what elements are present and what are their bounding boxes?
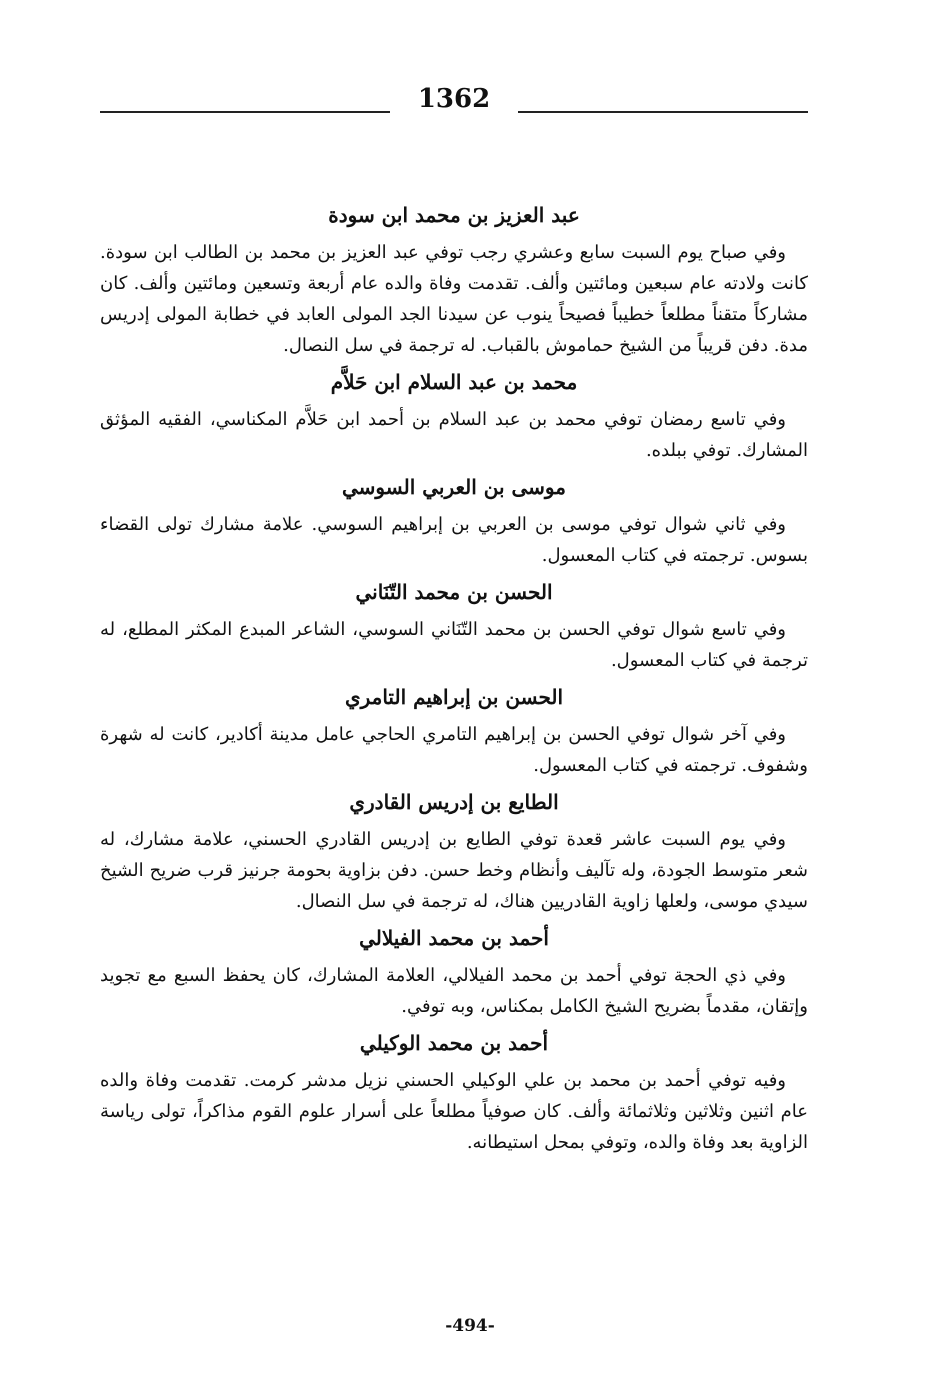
entry-title: الحسن بن إبراهيم التامري (344, 685, 564, 709)
entry-title: عبد العزيز بن محمد ابن سودة (328, 203, 580, 227)
entry-text: وفي تاسع شوال توفي الحسن بن محمد التّنَاني السوسي، الشاعر المبدع المكثر المطلع، له ترجمة في كتاب المعسول. (100, 619, 808, 671)
entry-title: موسى بن العربي السوسي (342, 475, 566, 499)
page-header (100, 84, 808, 124)
entry-text: وفي آخر شوال توفي الحسن بن إبراهيم التامري الحاجي عامل مدينة أكادير، كانت له شهرة وشفوف. ترجمته في كتاب المعسول. (100, 724, 808, 776)
entry (100, 577, 808, 676)
entry-title: أحمد بن محمد الوكيلي (359, 1031, 549, 1055)
entry-text: وفي صباح يوم السبت سابع وعشري رجب توفي عبد العزيز بن محمد بن الطالب ابن سودة. كانت ولادته عام سبعين ومائتين وألف. تقدمت وفاة والده عام أربعة وتسعين ومائتين وألف. كان مشاركاً متقناً مطلعاً خطيباً فصيحاً ينوب عن سيدنا الجد المولى العابد في خطابة المولى إدريس مدة. دفن قريباً من الشيخ حماموش بالقباب. له ترجمة في سل النصال. (100, 242, 808, 356)
entry-text: وفي يوم السبت عاشر قعدة توفي الطايع بن إدريس القادري الحسني، علامة مشارك، له شعر متوسط الجودة، وله تآليف وأنظام وخط حسن. دفن بزاوية بحومة جرنيز قرب ضريح الشيخ سيدي موسى، ولعلها زاوية القادريين هناك، له ترجمة في سل النصال. (100, 829, 808, 912)
entry-title: الطايع بن إدريس القادري (349, 790, 559, 814)
header-year: 1362 (417, 84, 491, 114)
entry-text: وفي ذي الحجة توفي أحمد بن محمد الفيلالي، العلامة المشارك، كان يحفظ السبع مع تجويد وإتقان، مقدماً بضريح الشيخ الكامل بمكناس، وبه توفي. (100, 965, 808, 1017)
entry (100, 682, 808, 781)
entry (100, 923, 808, 1022)
entry (100, 1028, 808, 1158)
entry-title: محمد بن عبد السلام ابن حَلاَّم (330, 370, 578, 394)
entry-title: أحمد بن محمد الفيلالي (359, 926, 549, 950)
entry (100, 367, 808, 466)
entry (100, 200, 808, 361)
page-number: -494- (445, 1316, 495, 1336)
entry (100, 787, 808, 917)
header-rule-right (518, 111, 808, 113)
page-content (100, 200, 808, 1164)
entry-text: وفي ثاني شوال توفي موسى بن العربي بن إبراهيم السوسي. علامة مشارك تولى القضاء بسوس. ترجمته في كتاب المعسول. (100, 514, 808, 566)
entry (100, 472, 808, 571)
entry-text: وفيه توفي أحمد بن محمد بن علي الوكيلي الحسني نزيل مدشر كرمت. تقدمت وفاة والده عام اثنين وثلاثين وثلاثمائة وألف. كان صوفياً مطلعاً على أسرار علوم القوم مذاكراً، تولى رياسة الزاوية بعد وفاة والده، وتوفي بمحل استيطانه. (100, 1070, 808, 1153)
entry-title: الحسن بن محمد التّنَاني (355, 580, 553, 604)
entry-text: وفي تاسع رمضان توفي محمد بن عبد السلام بن أحمد ابن حَلاَّم المكناسي، الفقيه المؤثق المشارك. توفي ببلده. (100, 409, 808, 461)
